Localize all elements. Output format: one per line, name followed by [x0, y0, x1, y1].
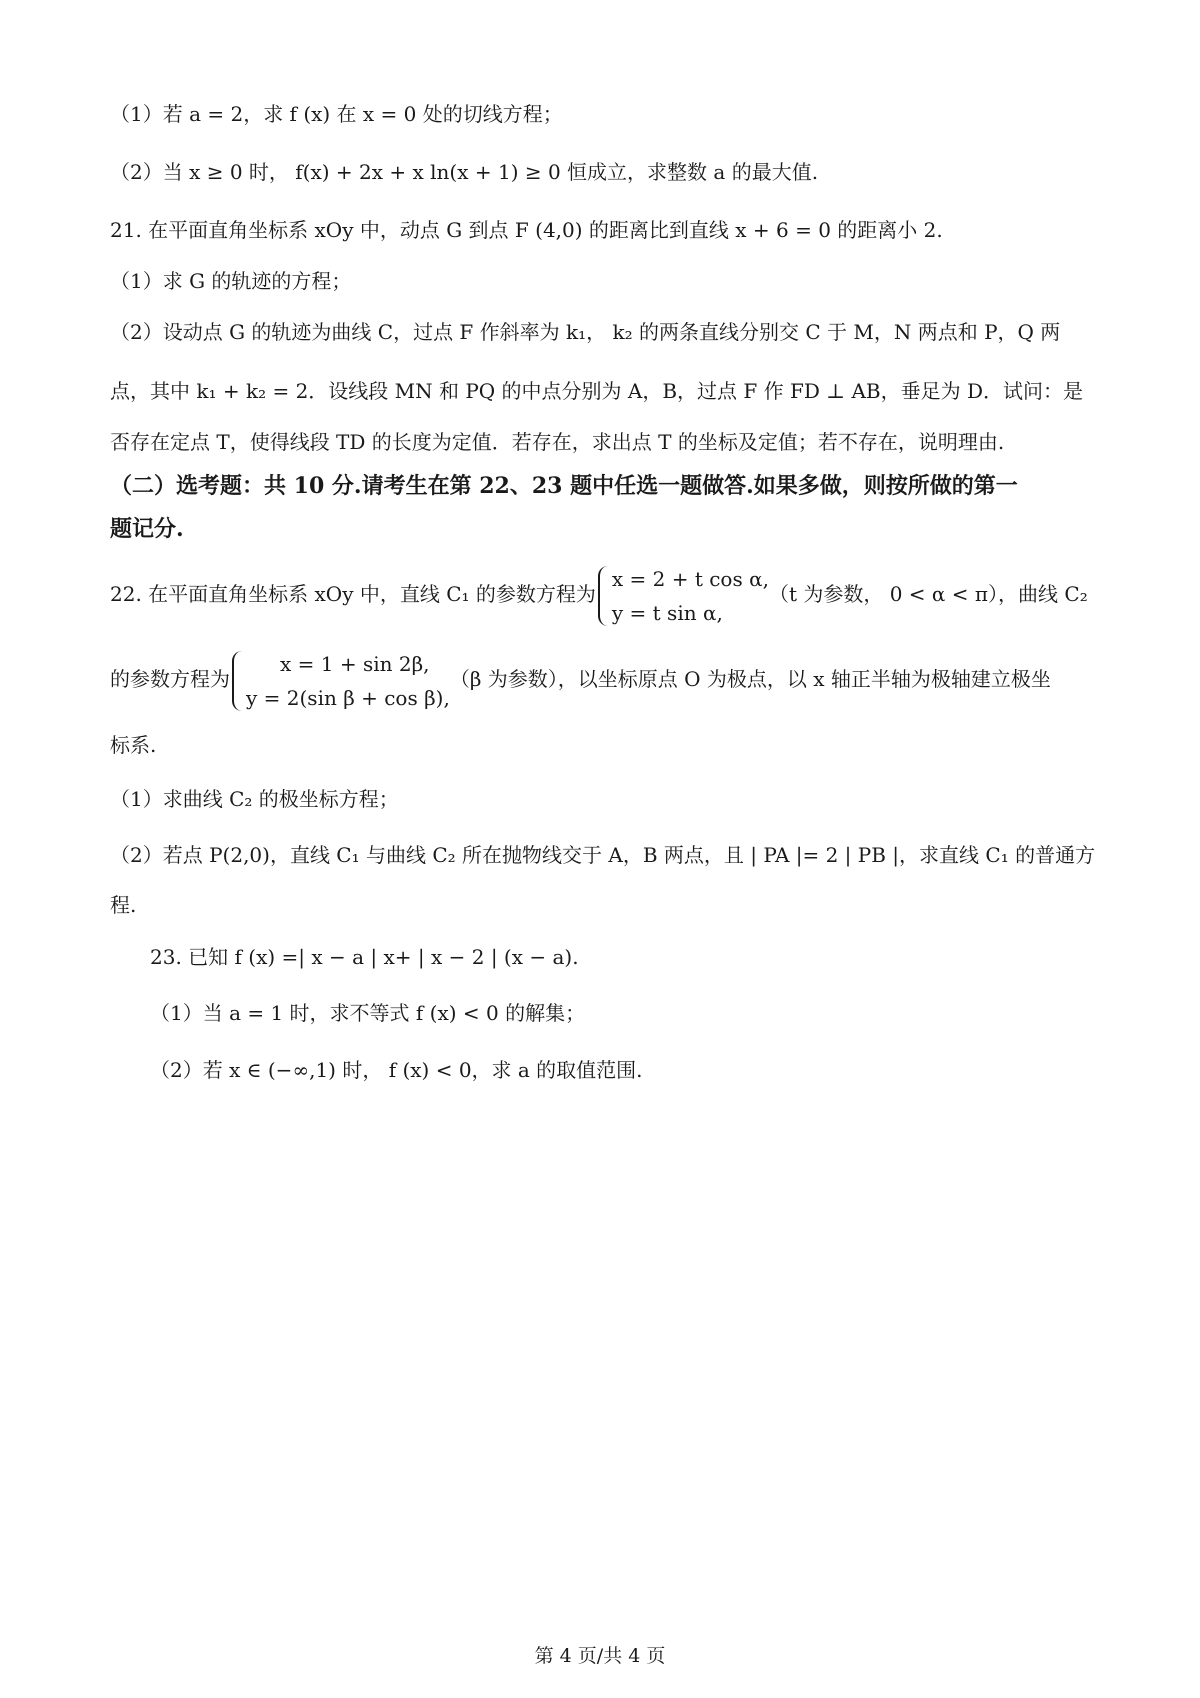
q22-c2-eq-y: y = 2(sin β + cos β),: [246, 685, 450, 710]
q22-c1-equation-system: [596, 562, 769, 630]
q22-c2-eq-x: x = 1 + sin 2β,: [280, 651, 430, 676]
page-footer: 第 4 页/共 4 页: [534, 1645, 666, 1667]
q22-stem-text-a: 22. 在平面直角坐标系 xOy 中，直线 C₁ 的参数方程为: [110, 582, 596, 606]
section-heading-line2: 题记分.: [110, 516, 184, 542]
q22-c2-equation-system: [230, 647, 450, 715]
q22-stem: [110, 560, 1110, 630]
q21-part1: （1）求 G 的轨迹的方程；: [110, 269, 352, 293]
q21-part2-line3: 否存在定点 T，使得线段 TD 的长度为定值．若存在，求出点 T 的坐标及定值；若不存在，说明理由.: [110, 430, 1005, 454]
q20-part1: （1）若 a = 2，求 f (x) 在 x = 0 处的切线方程；: [110, 102, 563, 126]
q20-part2: （2）当 x ≥ 0 时， f(x) + 2x + x ln(x + 1) ≥ 0 恒成立，求整数 a 的最大值.: [110, 160, 819, 184]
q22-stem-end: 标系.: [110, 733, 157, 757]
q22-c2-line: [110, 645, 1110, 715]
q23-stem: 23. 已知 f (x) =| x − a | x+ | x − 2 | (x − a).: [150, 945, 579, 969]
q21-stem: 21. 在平面直角坐标系 xOy 中，动点 G 到点 F (4,0) 的距离比到直线 x + 6 = 0 的距离小 2.: [110, 218, 943, 242]
q22-c2-text-b: （β 为参数），以坐标原点 O 为极点，以 x 轴正半轴为极轴建立极坐: [449, 667, 1051, 691]
q22-stem-text-b: （t 为参数， 0 < α < π），曲线 C₂: [768, 582, 1088, 606]
q22-part1: （1）求曲线 C₂ 的极坐标方程；: [110, 787, 399, 811]
q22-part2-line2: 程.: [110, 893, 137, 917]
q22-c1-eq-y: y = t sin α,: [611, 600, 723, 625]
q23-part2: （2）若 x ∈ (−∞,1) 时， f (x) < 0，求 a 的取值范围.: [150, 1058, 643, 1082]
q22-part2-line1: （2）若点 P(2,0)，直线 C₁ 与曲线 C₂ 所在抛物线交于 A，B 两点，且 | PA |= 2 | PB |，求直线 C₁ 的普通方: [110, 843, 1096, 867]
q22-c1-eq-x: x = 2 + t cos α,: [611, 566, 769, 591]
q22-c2-text-a: 的参数方程为: [110, 667, 230, 691]
section-heading-line1: （二）选考题：共 10 分.请考生在第 22、23 题中任选一题做答.如果多做，则按所做的第一: [110, 473, 1018, 499]
q21-part2-line2: 点，其中 k₁ + k₂ = 2．设线段 MN 和 PQ 的中点分别为 A，B，过点 F 作 FD ⊥ AB，垂足为 D．试问：是: [110, 379, 1083, 403]
q23-part1: （1）当 a = 1 时，求不等式 f (x) < 0 的解集；: [150, 1001, 586, 1025]
q21-part2-line1: （2）设动点 G 的轨迹为曲线 C，过点 F 作斜率为 k₁， k₂ 的两条直线分别交 C 于 M，N 两点和 P，Q 两: [110, 320, 1061, 344]
